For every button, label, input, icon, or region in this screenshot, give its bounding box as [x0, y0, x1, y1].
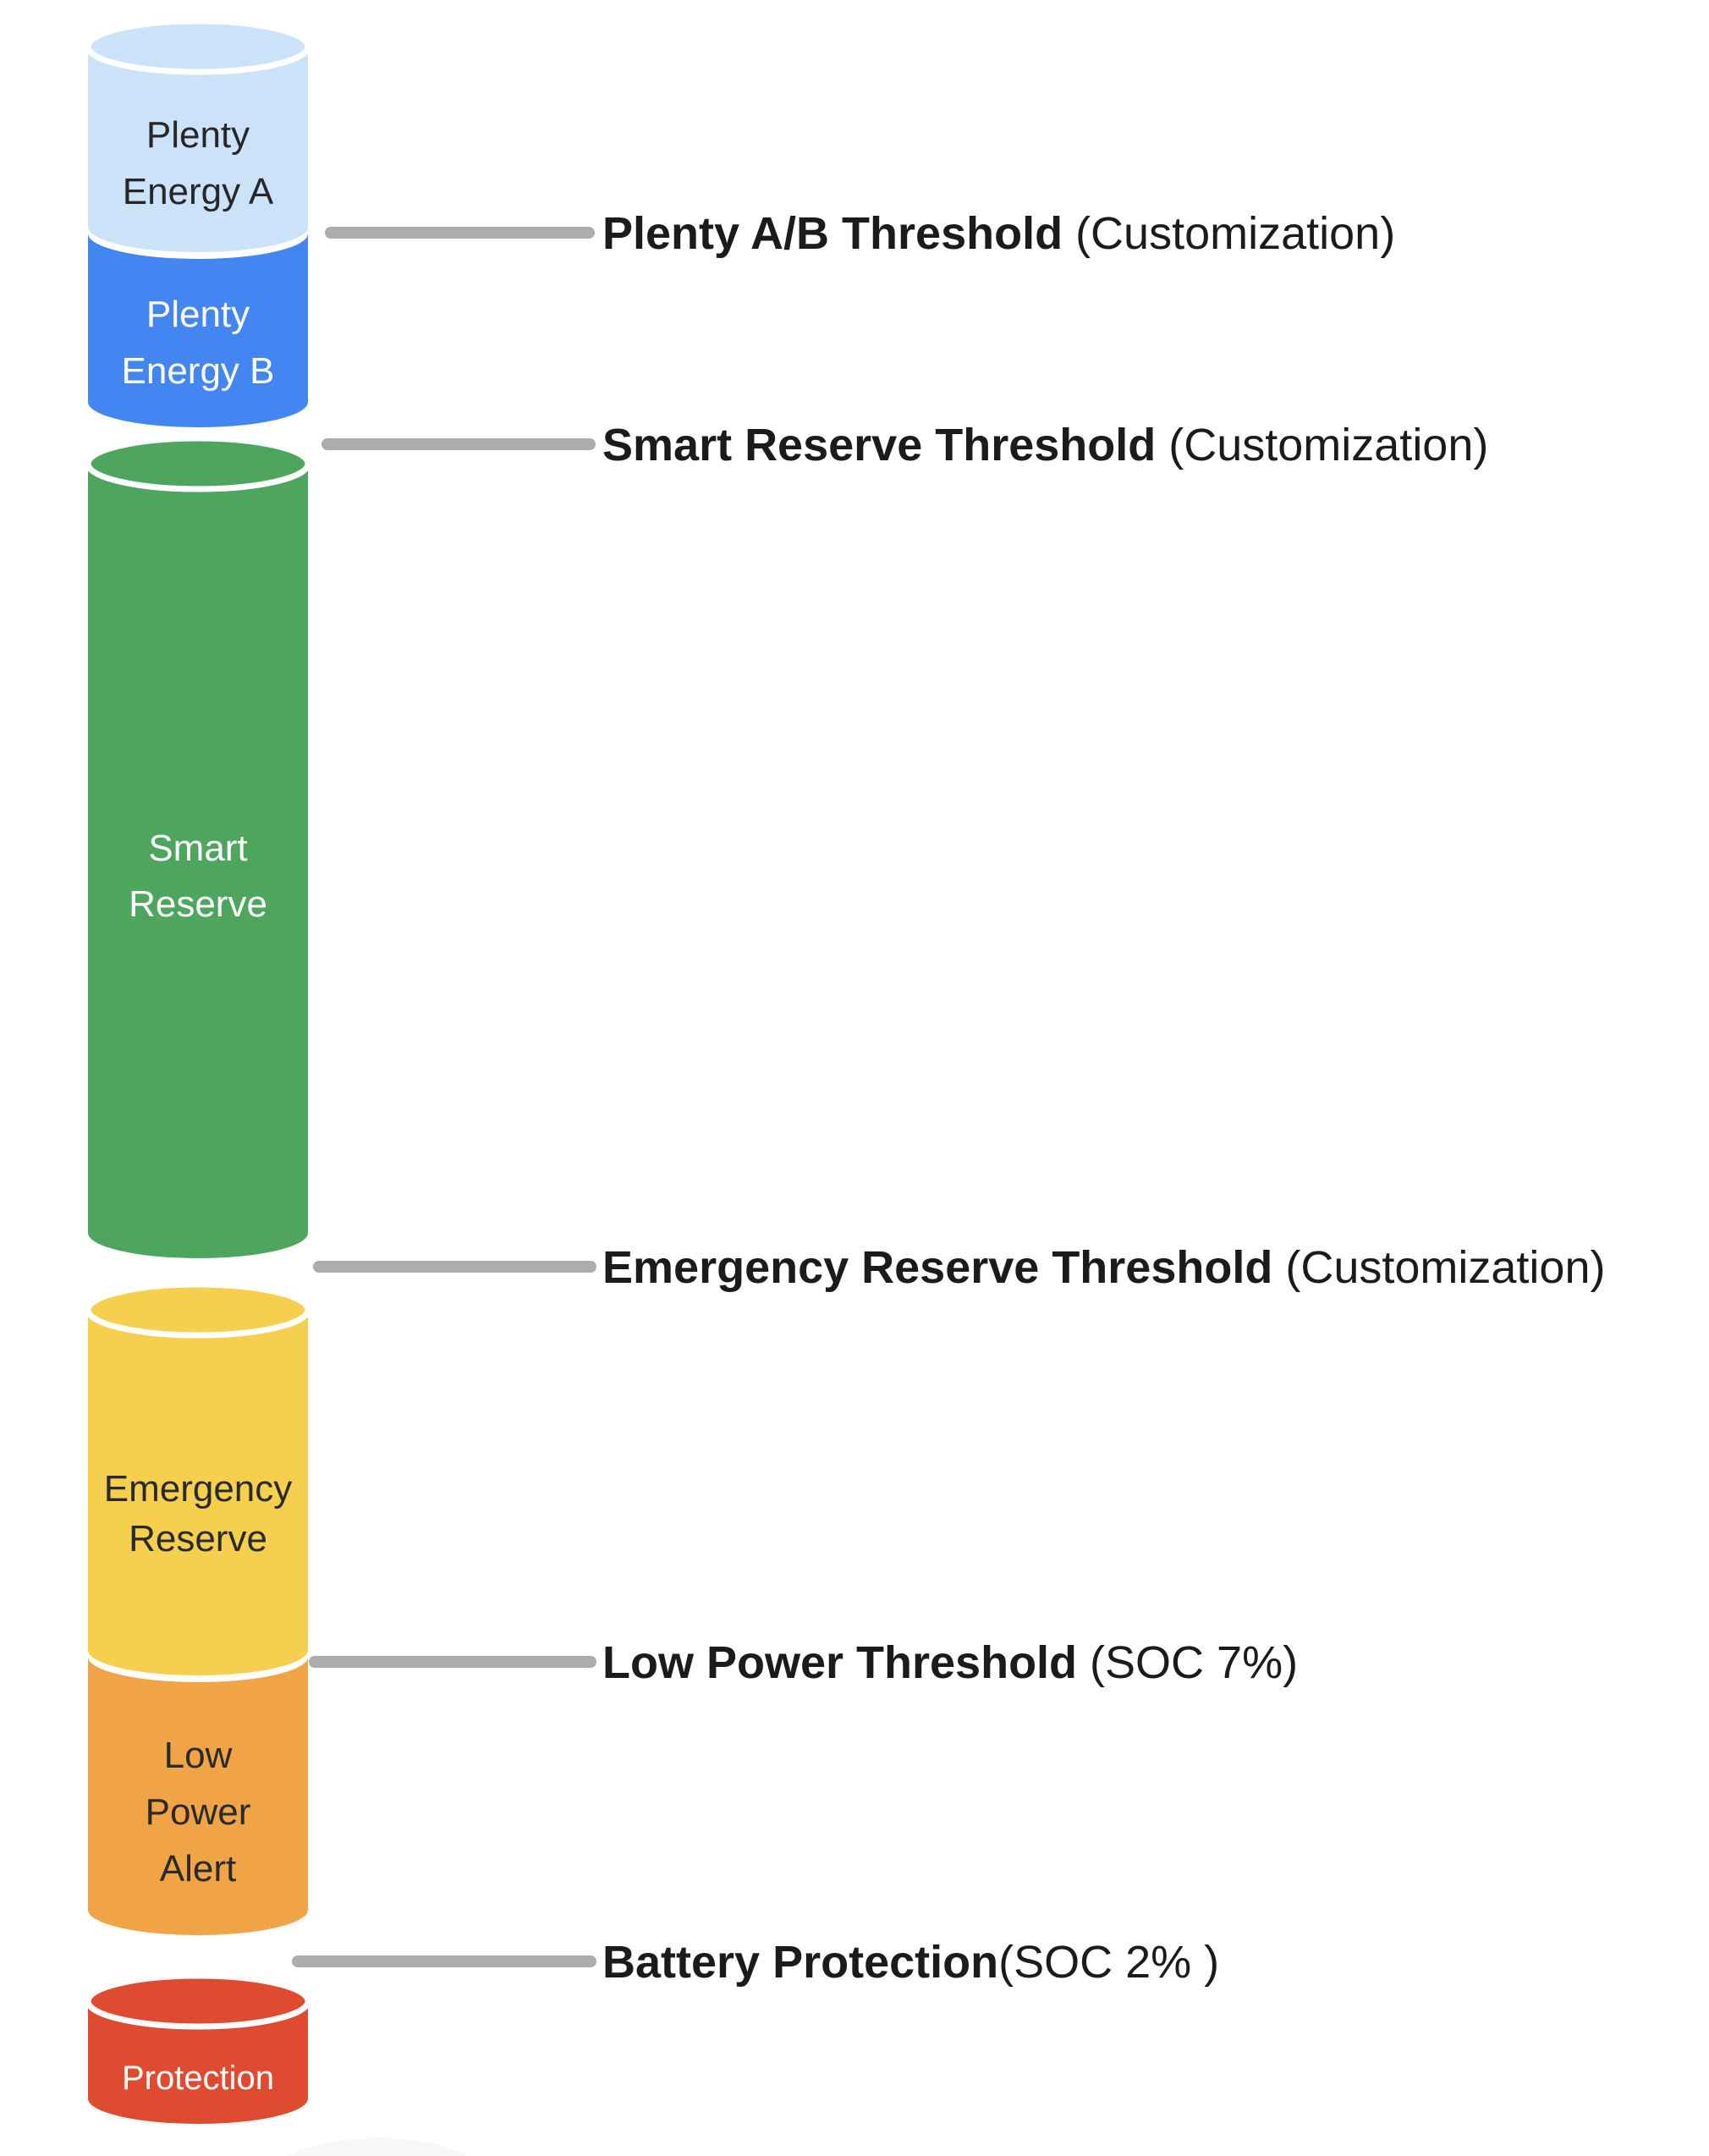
- segment-plenty-a-label-line1: Plenty: [146, 114, 250, 156]
- cylinder-emergency-lowpower: [88, 1284, 308, 1935]
- threshold-label-emergency-reserve: [602, 1242, 1605, 1293]
- segment-emergency-label-line1: Emergency: [103, 1468, 293, 1510]
- segment-protection-label: Protection: [121, 2060, 275, 2097]
- cylinder-protection: [88, 1976, 308, 2124]
- segment-emergency-label-line2: Reserve: [129, 1518, 267, 1559]
- threshold-label-plenty-ab-bold: Plenty A/B Threshold: [602, 208, 1063, 259]
- threshold-label-battery-protection-suffix: (SOC 2% ): [998, 1937, 1220, 1988]
- threshold-label-emergency-reserve-bold: Emergency Reserve Threshold: [602, 1242, 1273, 1293]
- threshold-label-low-power: [602, 1637, 1298, 1688]
- cylinder-emergency-top-ellipse: [88, 1284, 308, 1335]
- segment-smart-reserve-label-line1: Smart: [148, 828, 248, 869]
- segment-plenty-b-label-line2: Energy B: [121, 350, 275, 392]
- threshold-label-battery-protection: [602, 1937, 1219, 1988]
- cylinder-plenty-top-ellipse: [88, 21, 308, 72]
- threshold-label-battery-protection-bold: Battery Protection: [602, 1937, 999, 1988]
- cylinder-plenty: [88, 21, 308, 427]
- threshold-labels: [602, 208, 1605, 1988]
- threshold-label-emergency-reserve-suffix: (Customization): [1272, 1242, 1606, 1293]
- segment-plenty-b-label-line1: Plenty: [146, 294, 250, 335]
- segment-low-power-label-line3: Alert: [159, 1848, 237, 1889]
- segment-smart-reserve-label-line2: Reserve: [129, 883, 267, 925]
- cylinder-protection-top-ellipse: [88, 1976, 308, 2027]
- cylinder-smart-reserve-top-ellipse: [88, 438, 308, 489]
- segment-low-power-label-line2: Power: [145, 1791, 251, 1833]
- threshold-label-smart-reserve-bold: Smart Reserve Threshold: [602, 420, 1157, 470]
- threshold-label-low-power-bold: Low Power Threshold: [602, 1637, 1078, 1688]
- threshold-label-smart-reserve-suffix: (Customization): [1156, 420, 1489, 470]
- segment-plenty-a-label-line2: Energy A: [122, 171, 274, 212]
- threshold-label-plenty-ab-suffix: (Customization): [1063, 208, 1396, 259]
- cylinder-smart-reserve: [88, 438, 308, 1258]
- threshold-label-smart-reserve: [602, 420, 1488, 470]
- threshold-label-low-power-suffix: (SOC 7%): [1077, 1637, 1299, 1688]
- threshold-lines: [298, 233, 591, 1961]
- segment-low-power-label-line1: Low: [163, 1735, 233, 1776]
- threshold-label-plenty-ab: [602, 208, 1395, 259]
- bottom-shadow-blob: [272, 2138, 484, 2156]
